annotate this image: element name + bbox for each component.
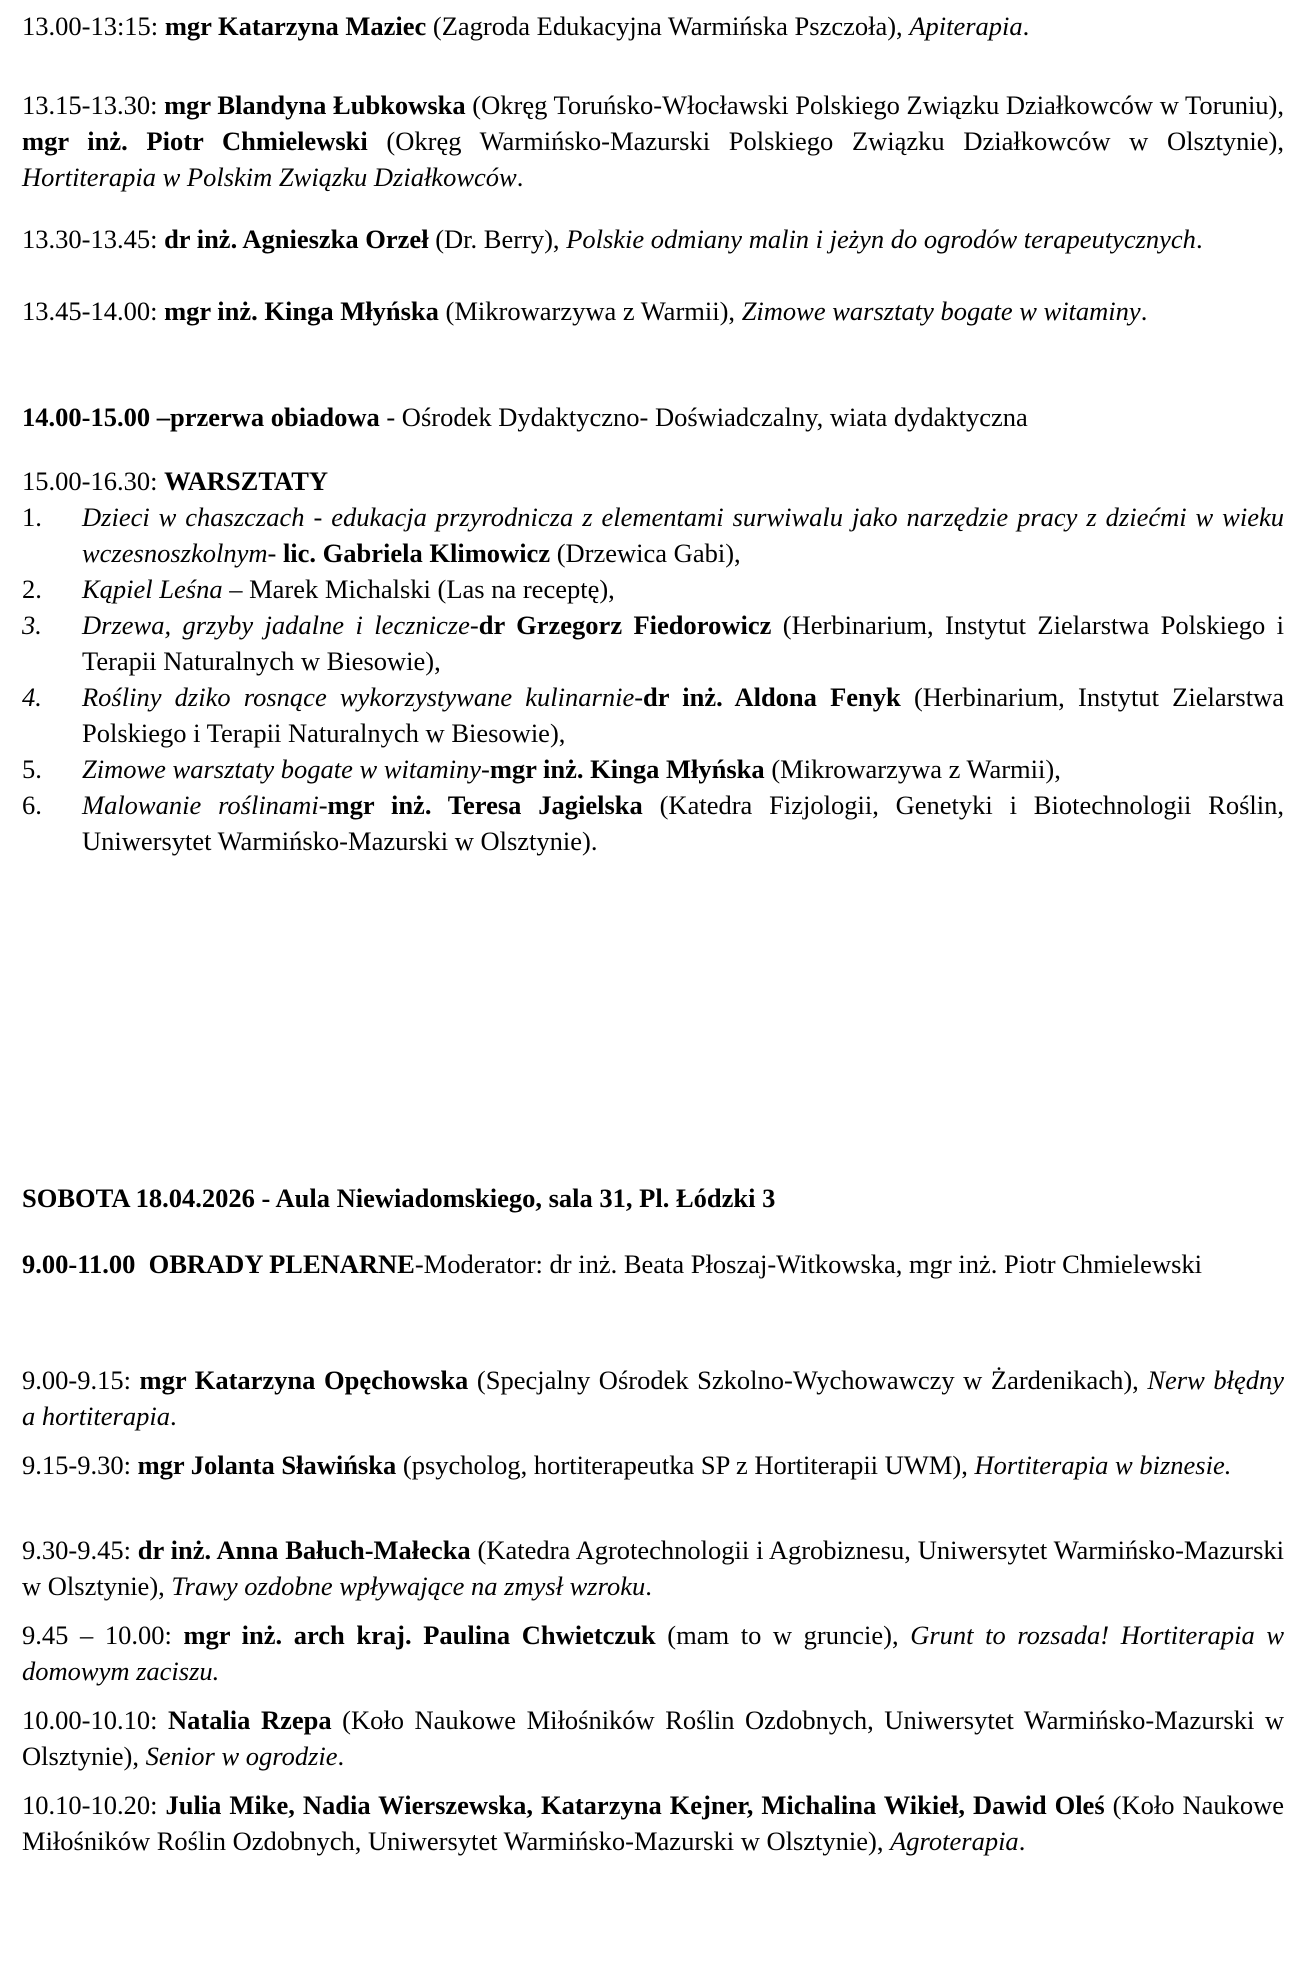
workshop-number: 2. bbox=[22, 574, 42, 604]
talk-entry bbox=[22, 1702, 1284, 1774]
workshop-sep: - bbox=[634, 682, 644, 712]
talk-title: Agroterapia bbox=[890, 1826, 1019, 1856]
talk-affiliation: (Okręg Toruńsko-Włocławski Polskiego Związku Działkowców w Toruniu), bbox=[465, 90, 1285, 120]
lunch-label: 14.00-15.00 –przerwa obiadowa bbox=[22, 402, 380, 432]
talk-time: 13.30-13.45: bbox=[22, 224, 165, 254]
workshop-rest: (Herbinarium, Instytut Zielarstwa Polskiego i Terapii Naturalnych w Biesowie), bbox=[82, 682, 1284, 748]
talk-time: 13.00-13:15: bbox=[22, 11, 165, 41]
workshop-title: Zimowe warsztaty bogate w witaminy bbox=[82, 754, 481, 784]
talk-affiliation-2: (Okręg Warmińsko-Mazurski Polskiego Związku Działkowców w Olsztynie), bbox=[367, 126, 1284, 156]
talk-entry bbox=[22, 8, 1284, 44]
workshop-sep: - bbox=[267, 538, 283, 568]
workshop-title: Rośliny dziko rosnące wykorzystywane kulinarnie bbox=[82, 682, 635, 712]
workshop-leader: lic. Gabriela Klimowicz bbox=[282, 538, 551, 568]
talk-title: Hortiterapia w Polskim Związku Działkowców bbox=[22, 162, 517, 192]
talk-affiliation: (Koło Naukowe Miłośników Roślin Ozdobnych, Uniwersytet Warmińsko-Mazurski w Olsztynie), bbox=[22, 1790, 1285, 1856]
talk-title: Apiterapia bbox=[909, 11, 1023, 41]
workshop-leader: dr inż. Aldona Fenyk bbox=[643, 682, 901, 712]
workshop-number: 3. bbox=[22, 610, 42, 640]
talk-title: Senior w ogrodzie bbox=[145, 1741, 338, 1771]
talk-affiliation: (Zagroda Edukacyjna Warmińska Pszczoła), bbox=[426, 11, 910, 41]
workshops-heading bbox=[22, 463, 1284, 499]
talk-entry bbox=[22, 1362, 1284, 1434]
talk-title: Polskie odmiany malin i jeżyn do ogrodów terapeutycznych bbox=[566, 224, 1196, 254]
talk-speaker: mgr inż. Kinga Młyńska bbox=[164, 296, 439, 326]
workshops-list bbox=[22, 499, 1284, 859]
talk-affiliation: (mam to w gruncie), bbox=[655, 1620, 911, 1650]
talk-end: . bbox=[645, 1571, 652, 1601]
workshop-item bbox=[22, 751, 1284, 787]
talk-speaker: Julia Mike, Nadia Wierszewska, Katarzyna Kejner, Michalina Wikieł, Dawid Oleś bbox=[165, 1790, 1105, 1820]
talk-speaker: mgr Blandyna Łubkowska bbox=[164, 90, 466, 120]
talk-speaker-2: mgr inż. Piotr Chmielewski bbox=[22, 126, 368, 156]
talk-entry bbox=[22, 1447, 1284, 1483]
workshop-item bbox=[22, 787, 1284, 859]
talk-speaker: mgr inż. arch kraj. Paulina Chwietczuk bbox=[183, 1620, 656, 1650]
workshop-title: Kąpiel Leśna bbox=[82, 574, 223, 604]
talk-speaker: Natalia Rzepa bbox=[167, 1705, 332, 1735]
workshops-label: WARSZTATY bbox=[164, 466, 329, 496]
workshop-sep: – Marek Michalski (Las na receptę), bbox=[222, 574, 615, 604]
talk-speaker: mgr Katarzyna Maziec bbox=[164, 11, 427, 41]
talk-end: . bbox=[169, 1401, 177, 1431]
talk-end: . bbox=[1140, 296, 1148, 326]
talk-title: Zimowe warsztaty bogate w witaminy bbox=[741, 296, 1141, 326]
plenary-label: 9.00-11.00 OBRADY PLENARNE bbox=[22, 1249, 415, 1279]
talk-time: 9.45 – 10.00: bbox=[22, 1620, 184, 1650]
talk-speaker: dr inż. Anna Bałuch-Małecka bbox=[137, 1535, 471, 1565]
workshop-item bbox=[22, 607, 1284, 679]
workshops-time: 15.00-16.30: bbox=[22, 466, 165, 496]
workshop-rest: (Mikrowarzywa z Warmii), bbox=[764, 754, 1061, 784]
talk-time: 13.45-14.00: bbox=[22, 296, 165, 326]
talk-title: Trawy ozdobne wpływające na zmysł wzroku bbox=[171, 1571, 646, 1601]
talk-affiliation: (psycholog, hortiterapeutka SP z Hortiterapii UWM), bbox=[396, 1450, 975, 1480]
workshop-sep: - bbox=[481, 754, 490, 784]
talk-end: . bbox=[1022, 11, 1030, 41]
workshop-leader: dr Grzegorz Fiedorowicz bbox=[478, 610, 772, 640]
workshop-rest: (Katedra Fizjologii, Genetyki i Biotechnologii Roślin, Uniwersytet Warmińsko-Mazurski w Olsztynie). bbox=[82, 790, 1284, 856]
talk-title: Nerw błędny a hortiterapia bbox=[22, 1365, 1285, 1431]
talk-time: 9.15-9.30: bbox=[22, 1450, 138, 1480]
talk-speaker: mgr Katarzyna Opęchowska bbox=[139, 1365, 469, 1395]
lunch-break bbox=[22, 399, 1284, 435]
talk-entry bbox=[22, 293, 1284, 329]
workshop-leader: mgr inż. Teresa Jagielska bbox=[327, 790, 643, 820]
talk-title: Hortiterapia w biznesie. bbox=[974, 1450, 1232, 1480]
workshop-title: Drzewa, grzyby jadalne i lecznicze bbox=[82, 610, 470, 640]
talk-time: 10.00-10.10: bbox=[22, 1705, 168, 1735]
talk-affiliation: (Specjalny Ośrodek Szkolno-Wychowawczy w Żardenikach), bbox=[468, 1365, 1148, 1395]
workshop-sep: - bbox=[469, 610, 479, 640]
talk-time: 9.00-9.15: bbox=[22, 1365, 140, 1395]
talk-time: 9.30-9.45: bbox=[22, 1535, 138, 1565]
talk-affiliation: (Dr. Berry), bbox=[428, 224, 567, 254]
talk-entry bbox=[22, 1532, 1284, 1604]
talk-time: 13.15-13.30: bbox=[22, 90, 165, 120]
plenary-session bbox=[22, 1246, 1284, 1282]
talk-time: 10.10-10.20: bbox=[22, 1790, 166, 1820]
talk-end: . bbox=[1195, 224, 1203, 254]
day-heading: SOBOTA 18.04.2026 - Aula Niewiadomskiego, sala 31, Pl. Łódzki 3 bbox=[22, 1183, 776, 1213]
workshop-rest: (Drzewica Gabi), bbox=[550, 538, 741, 568]
lunch-place: - Ośrodek Dydaktyczno- Doświadczalny, wiata dydaktyczna bbox=[379, 402, 1028, 432]
workshop-item bbox=[22, 499, 1284, 571]
talk-entry bbox=[22, 87, 1284, 195]
talk-entry bbox=[22, 1787, 1284, 1859]
talk-entry bbox=[22, 221, 1284, 257]
talk-end: . bbox=[516, 162, 524, 192]
talk-entry bbox=[22, 1617, 1284, 1689]
workshop-number: 5. bbox=[22, 754, 42, 784]
talk-speaker: dr inż. Agnieszka Orzeł bbox=[164, 224, 429, 254]
talk-end: . bbox=[1018, 1826, 1026, 1856]
workshop-number: 1. bbox=[22, 502, 42, 532]
talk-affiliation: (Mikrowarzywa z Warmii), bbox=[438, 296, 742, 326]
talk-affiliation: (Koło Naukowe Miłośników Roślin Ozdobnych, Uniwersytet Warmińsko-Mazurski w Olsztynie), bbox=[22, 1705, 1284, 1771]
talk-affiliation: (Katedra Agrotechnologii i Agrobiznesu, Uniwersytet Warmińsko-Mazurski w Olsztynie), bbox=[22, 1535, 1285, 1601]
talk-speaker: mgr Jolanta Sławińska bbox=[137, 1450, 397, 1480]
workshop-rest: (Herbinarium, Instytut Zielarstwa Polskiego i Terapii Naturalnych w Biesowie), bbox=[82, 610, 1284, 676]
workshop-number: 4. bbox=[22, 682, 42, 712]
workshop-title: Malowanie roślinami bbox=[82, 790, 319, 820]
workshop-sep: - bbox=[318, 790, 328, 820]
plenary-moderator: -Moderator: dr inż. Beata Płoszaj-Witkowska, mgr inż. Piotr Chmielewski bbox=[414, 1249, 1203, 1279]
workshop-item bbox=[22, 571, 1284, 607]
workshop-item bbox=[22, 679, 1284, 751]
workshop-leader: mgr inż. Kinga Młyńska bbox=[489, 754, 765, 784]
workshop-title: Dzieci w chaszczach - edukacja przyrodnicza z elementami surwiwalu jako narzędzie pracy z dziećmi w wieku wczesnoszkolnym bbox=[82, 502, 1284, 568]
workshop-number: 6. bbox=[22, 790, 42, 820]
saturday-heading bbox=[22, 1180, 1284, 1216]
talk-end: . bbox=[337, 1741, 345, 1771]
talk-title: Grunt to rozsada! Hortiterapia w domowym zaciszu. bbox=[22, 1620, 1284, 1686]
